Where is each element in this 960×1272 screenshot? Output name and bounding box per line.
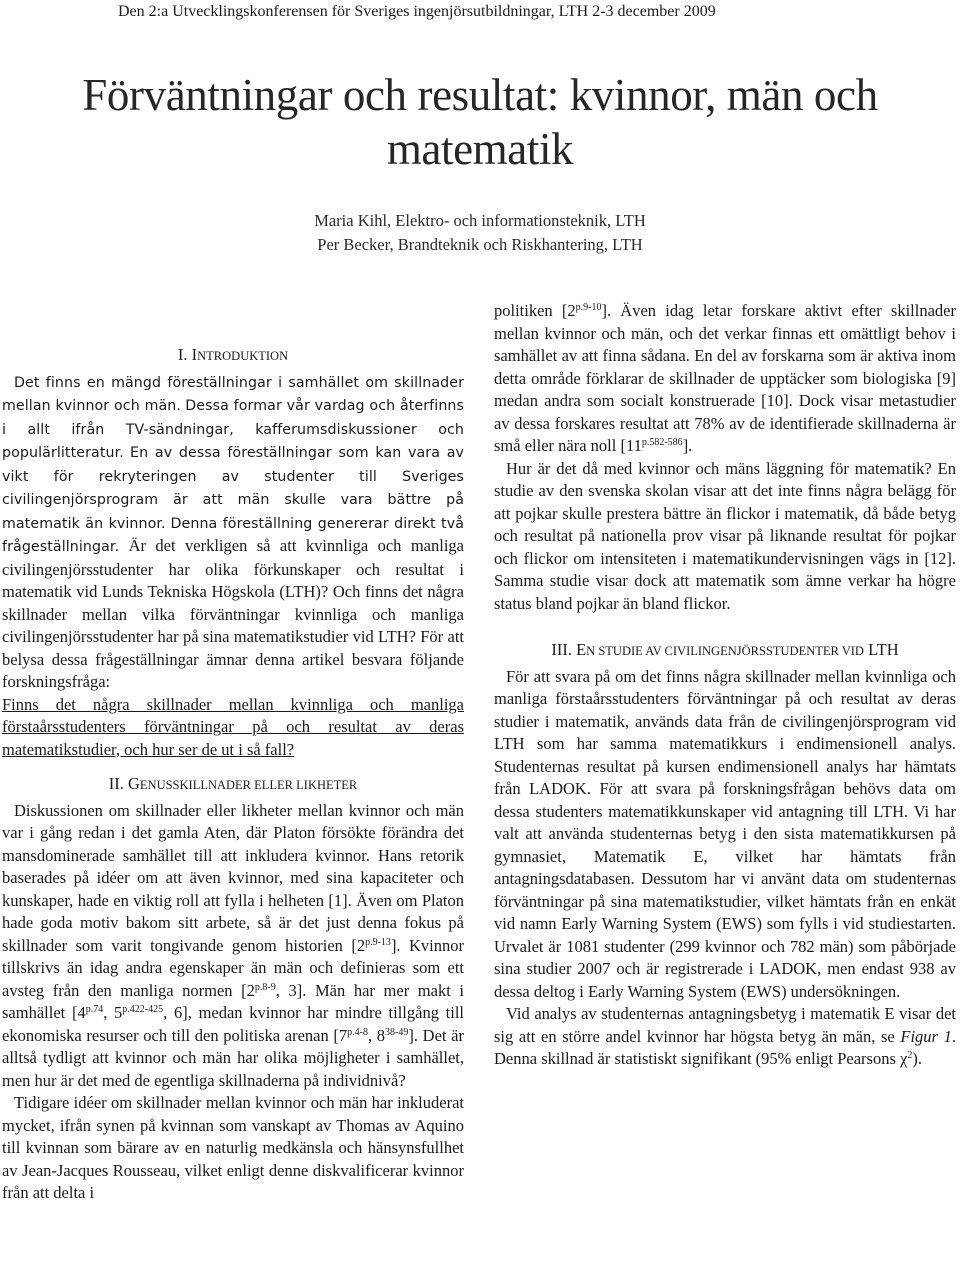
- section-heading-genus: [2, 773, 464, 797]
- text-run: . Denna skillnad är statistiskt signifikant (95% enligt Pearsons χ: [494, 1026, 956, 1068]
- intro-serif: Är det verkligen så att kvinnliga och manliga civilingenjörsstudenter har olika förkunskaper och resultat i matematik vid Lunds Tekniska Högskola (LTH)? Och finns det några skillnader mellan vilka förväntningar kvinnliga och manliga civilingenjörsstudenter har på sina matematikstudier vid LTH? För att belysa dessa frågeställningar ämnar denna artikel besvara följande forskningsfråga:: [2, 536, 465, 691]
- citation-sup: p.74: [85, 1004, 104, 1015]
- section-title-first: E: [576, 640, 587, 659]
- citation-sup: p.422-425: [122, 1004, 164, 1015]
- citation-sup: p.9-13: [365, 936, 391, 948]
- paper-title: Förväntningar och resultat: kvinnor, män och matematik: [82, 70, 878, 174]
- citation-sup: p.582-586: [641, 437, 683, 448]
- section-heading-studie: [494, 639, 956, 663]
- section-title-rest: ENUSSKILLNADER ELLER LIKHETER: [139, 778, 358, 792]
- text-run: ]. Kvinnor tillskrivs än idag andra egenskaper än män och definieras som ett avsteg från den manliga normen [2: [2, 935, 464, 1000]
- section-number: III.: [551, 640, 572, 659]
- section-title-first: G: [127, 774, 140, 793]
- text-run: Diskussionen om skillnader eller likheter mellan kvinnor och män var i gång redan i det gamla Aten, där Platon försökte förändra det mansdominerade samhället till att inkludera kvinnor. Hans retorik baserades på idéer om att även kvinnor, med sina kapaciteter och kunskaper, hade en viktig roll att fylla i helheten [1]. Även om Platon hade goda motiv bakom sitt arbete, så är det just denna fokus på skillnader som varit tongivande genom historien [2: [2, 800, 464, 955]
- research-question: Finns det några skillnader mellan kvinnliga och manliga förstaårsstudenters förväntningar på och resultat av deras matematikstudier, och hur ser de ut i så fall?: [2, 694, 464, 759]
- section-number: II.: [108, 774, 124, 793]
- citation-sup: 38-49: [385, 1026, 409, 1038]
- section-number: I.: [177, 345, 188, 364]
- citation-sup: p.9-10: [575, 302, 602, 313]
- text-run: , 5: [103, 1003, 123, 1022]
- intro-sans-a: Det finns en mängd föreställningar i samhället om skillnader mellan kvinnor och män.: [2, 374, 464, 414]
- text-run: politiken [2: [494, 301, 576, 320]
- studie-paragraph-1: För att svara på om det finns några skillnader mellan kvinnliga och manliga förstaårsstudenters förväntningar på och resultat av deras studier i matematik, används data från de civilingenjörsprogram vid LTH som har samma matematikkurs i endimensionell analys. Studenternas resultat på kursen endimensionell analys har hämtats från LADOK. För att svara på forskningsfrågan behövs data om dessa studenters matematikkunskaper vid antagning till LTH. Vi har valt att använda studenternas betyg i den sista matematikkursen på gymnasiet, Matematik E, vilket har hämtats från antagningsdatabasen. Dessutom har vi använt data om studenternas förväntningar på sina matematikstudier, vilket hämtats från en enkät vid namn Early Warning System (EWS) som fylls i vid studiestarten. Urvalet är 1081 studenter (299 kvinnor och 782 män) som påbörjade sina studier 2007 och är registrerade i LADOK, men endast 938 av dessa deltog i Early Warning System (EWS) undersökningen.: [494, 666, 956, 1001]
- figure-reference: Figur 1: [900, 1026, 952, 1046]
- right-paragraph-2: Hur är det då med kvinnor och mäns läggning för matematik? En studie av den svenska skolan visar att det inte finns några belägg för att pojkar skulle prestera bättre än flickor i matematik, då både betyg och resultat på nationella prov visar på liknande resultat för pojkar och flickor om intensiteten i matematikundervisningen vägs in [12]. Samma studie visar dock att matematik som ämne verkar ha högre status bland pojkar än bland flickor.: [494, 458, 956, 613]
- text-run: ]. Även idag letar forskare aktivt efter skillnader mellan kvinnor och män, och det verkar finnas ett omättligt behov i samhället av att finna sådana. En del av forskarna som är aktiva inom detta område förklarar de skillnader de upptäcker som biologiska [9] medan andra som socialt konstruerade [10]. Dock visar metastudier av dessa forskares resultat att 78% av de identifierade skillnaderna är små eller nära noll [11: [494, 301, 956, 455]
- text-run: , 6], medan kvinnor har mindre tillgång till ekonomiska resurser och till den politiska arenan [7: [2, 1003, 465, 1045]
- text-run: ].: [682, 436, 693, 455]
- left-column: [2, 300, 464, 1205]
- text-run: ]. Det är alltså tydligt att kvinnor och män har olika möjligheter i samhället, men hur är det med de egentliga skillnaderna på individnivå?: [2, 1025, 464, 1090]
- intro-sans-d: Denna föreställning genererar direkt två frågeställningar.: [2, 515, 465, 555]
- intro-paragraph: [2, 371, 464, 694]
- conference-header: Den 2:a Utvecklingskonferensen för Sveriges ingenjörsutbildningar, LTH 2-3 december 2009: [118, 3, 716, 20]
- studie-paragraph-2: [494, 1003, 956, 1071]
- text-run: , 3]. Män har mer makt i samhället [4: [2, 980, 464, 1022]
- section-title-rest: NTRODUKTION: [197, 349, 289, 363]
- section-title-first: I: [191, 345, 198, 364]
- right-column: [494, 300, 956, 1071]
- author-line: Per Becker, Brandteknik och Riskhantering, LTH: [317, 235, 643, 254]
- author-list: [0, 209, 960, 257]
- genus-paragraph-1: [2, 800, 464, 1093]
- citation-sup: p.4-8: [347, 1026, 368, 1038]
- section-title-mid: N STUDIE AV CIVILINGENJÖRSSTUDENTER VID: [586, 644, 864, 658]
- text-run: Vid analys av studenternas antagningsbetyg i matematik E visar det sig att en större andel kvinnor har högsta betyg än män, se: [494, 1004, 956, 1046]
- citation-sup: p.8-9: [254, 981, 276, 993]
- intro-sans-b: Dessa formar vår vardag och återfinns i allt ifrån TV-sändningar, kafferumsdiskussioner och populärlitteratur.: [2, 398, 464, 461]
- text-run: ).: [912, 1049, 922, 1068]
- intro-sans-c: En av dessa föreställningar som kan vara av vikt för rekryteringen av studenter till Sveriges civilingenjörsprogram är att män skulle vara bättre på matematik än kvinnor.: [2, 445, 465, 532]
- genus-paragraph-2: Tidigare idéer om skillnader mellan kvinnor och män har inkluderat mycket, ifrån synen på kvinnan som vanskapt av Thomas av Aquino till kvinnan som bärare av en naturlig medkänsla och hänsynsfullhet av Jean-Jacques Rousseau, vilket enligt denne diskvalificerar kvinnor från att delta i: [2, 1093, 464, 1202]
- right-paragraph-1: [494, 300, 956, 458]
- text-run: , 8: [368, 1025, 386, 1045]
- author-line: Maria Kihl, Elektro- och informationsteknik, LTH: [314, 211, 646, 230]
- section-title-end: LTH: [863, 640, 899, 659]
- superscript: 2: [907, 1050, 913, 1061]
- section-heading-introduction: [2, 344, 464, 368]
